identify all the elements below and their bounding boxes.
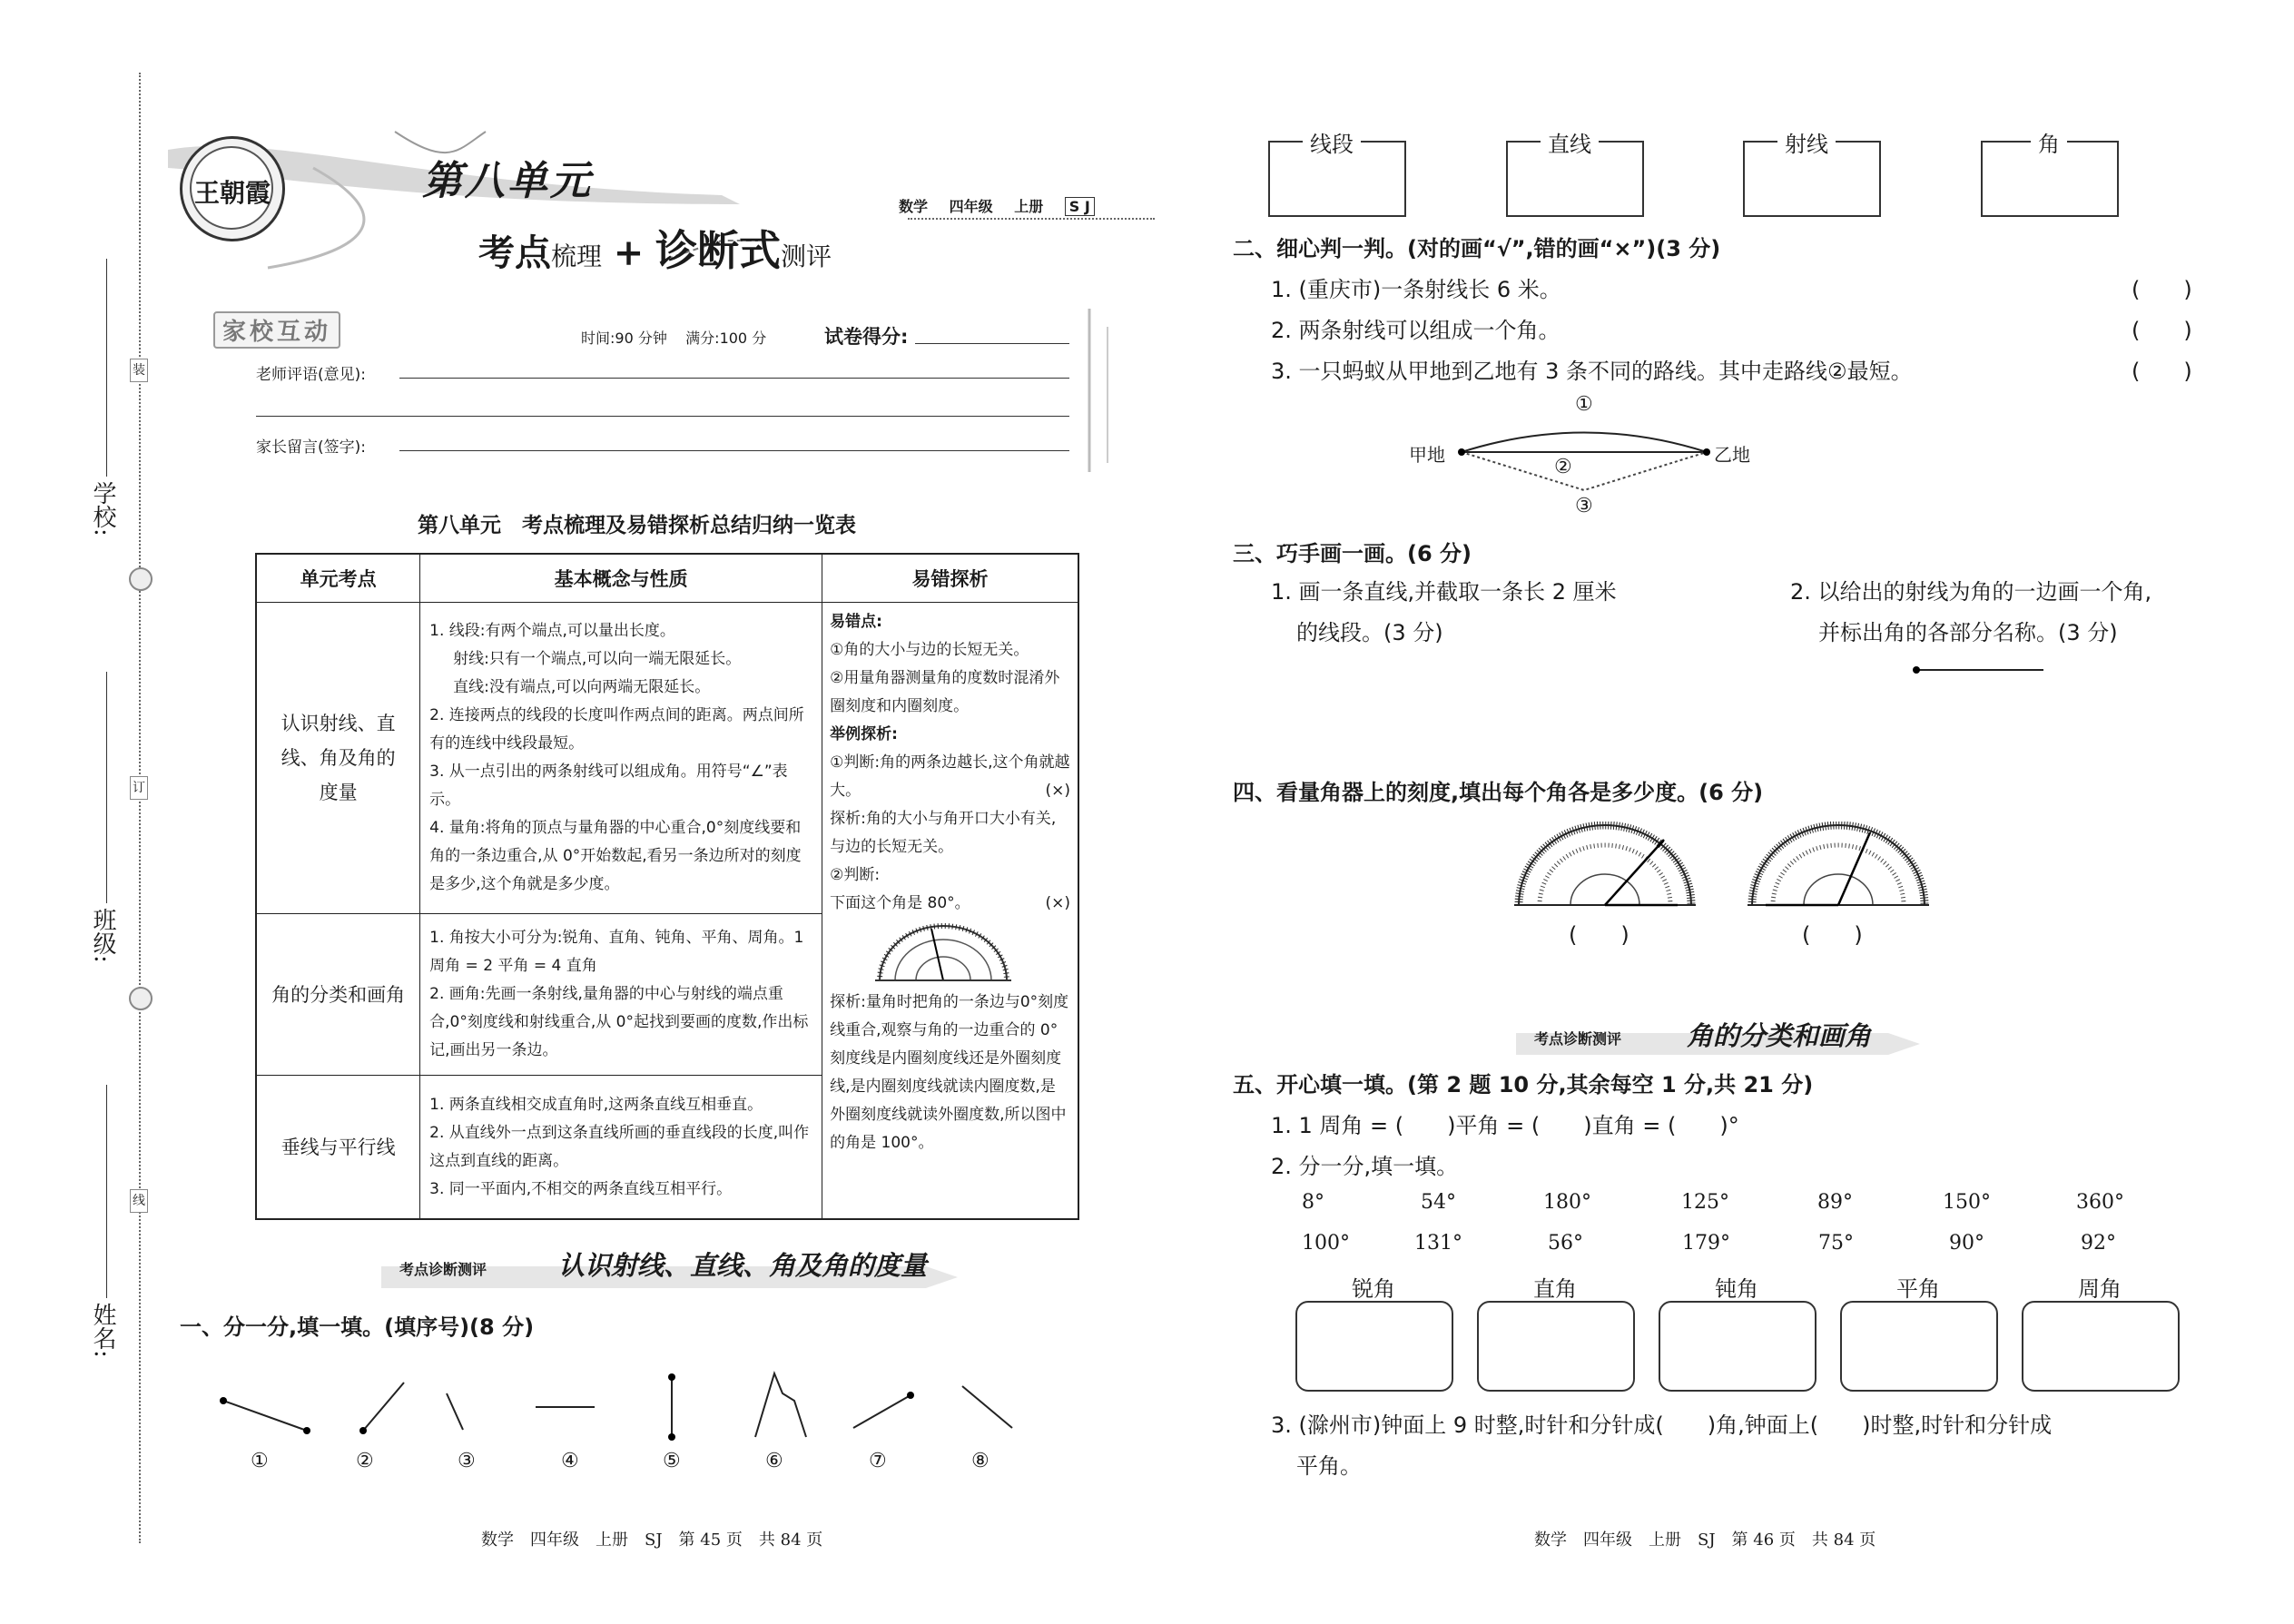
- question-2-title: 二、细心判一判。(对的画“√”,错的画“×”)(3 分): [1233, 236, 1721, 261]
- topic-cell: 角的分类和画角: [256, 914, 420, 1076]
- angle-value: 179°: [1682, 1232, 1730, 1255]
- angle-value: 150°: [1943, 1191, 1991, 1214]
- full-angle-box[interactable]: [2022, 1301, 2180, 1392]
- question-2-item: 3. 一只蚂蚁从甲地到乙地有 3 条不同的路线。其中走路线②最短。: [1271, 359, 1913, 384]
- angle-value: 92°: [2081, 1232, 2116, 1255]
- figure-label: ②: [356, 1450, 374, 1472]
- angle-value: 8°: [1302, 1191, 1324, 1214]
- binding-ring: [129, 987, 153, 1010]
- question-2-item: 2. 两条射线可以组成一个角。: [1271, 318, 1561, 343]
- unit-title: 第八单元: [422, 158, 593, 204]
- category-label: 锐角: [1352, 1276, 1395, 1302]
- answer-paren[interactable]: ( ): [2132, 359, 2192, 384]
- question-3-title: 三、巧手画一画。(6 分): [1233, 541, 1472, 566]
- protractor-small-icon: [875, 921, 1011, 985]
- score-label: 试卷得分:: [824, 326, 909, 348]
- category-label: 平角: [1896, 1276, 1940, 1302]
- place-label: 乙地: [1714, 444, 1750, 466]
- obtuse-angle-box[interactable]: [1659, 1301, 1816, 1392]
- teacher-comment-label: 老师评语(意见):: [256, 366, 366, 384]
- parent-comment-label: 家长留言(签字):: [256, 438, 366, 457]
- category-label: 直角: [1533, 1276, 1577, 1302]
- table-header: 易错探析: [822, 554, 1078, 603]
- angle-value: 90°: [1949, 1232, 1984, 1255]
- binding-ring: [129, 567, 153, 591]
- figure-label: ①: [251, 1450, 269, 1472]
- banner-title: 认识射线、直线、角及角的度量: [558, 1250, 928, 1281]
- question-5-item: 平角。: [1296, 1453, 1362, 1479]
- figure-label: ⑦: [869, 1450, 887, 1472]
- classify-box-label: 直线: [1541, 126, 1599, 158]
- question-3-item: 1. 画一条直线,并截取一条长 2 厘米: [1271, 579, 1617, 605]
- topic-cell: 认识射线、直线、角及角的度量: [256, 603, 420, 914]
- binding-mark: 订: [130, 776, 148, 800]
- angle-value: 360°: [2076, 1191, 2124, 1214]
- acute-angle-box[interactable]: [1295, 1301, 1453, 1392]
- table-row: [256, 603, 1078, 914]
- name-label: 姓名:: [89, 1303, 116, 1358]
- table-header: 单元考点: [256, 554, 420, 603]
- binding-mark: 装: [130, 359, 148, 382]
- binding-mark: 线: [130, 1189, 148, 1213]
- banner-tag: 考点诊断测评: [399, 1261, 487, 1278]
- straight-angle-box[interactable]: [1840, 1301, 1998, 1392]
- summary-table: [255, 553, 1079, 1220]
- banner-tag: 考点诊断测评: [1534, 1030, 1622, 1048]
- parent-comment-line[interactable]: [399, 450, 1069, 451]
- deco-lines: [1071, 300, 1144, 481]
- angle-value: 131°: [1414, 1232, 1462, 1255]
- question-3-item: 并标出角的各部分名称。(3 分): [1818, 620, 2118, 645]
- angle-value: 180°: [1543, 1191, 1591, 1214]
- answer-paren[interactable]: ( ): [2132, 318, 2192, 343]
- question-2-item: 1. (重庆市)一条射线长 6 米。: [1271, 277, 1561, 302]
- category-label: 周角: [2078, 1276, 2122, 1302]
- logo-seal: [180, 136, 285, 241]
- school-label: 学校:: [89, 481, 116, 536]
- angle-value: 100°: [1302, 1232, 1350, 1255]
- angle-value: 125°: [1681, 1191, 1729, 1214]
- route-label: ③: [1575, 495, 1593, 517]
- error-analysis-cell: 易错点: ①角的大小与边的长短无关。 ②用量角器测量角的度数时混淆外圈刻度和内圈刻度。 举例探析: ①判断:角的两条边越长,这个角就越大。 (×) 探析:角的大小与角开口大小有关,与边的长短无关。 ②判断: 下面这个角是 80°。 (×) 探析:量角时把角的一条边与0°刻度线重合,观察与角的一边重合的 0°刻度线是内圈刻度线还是外圈刻度线,是内圈刻度线就读内圈度数,是外圈刻度线就读外圈度数,所以图中的角是 100°。: [822, 603, 1078, 1220]
- header-subtitle: 考点梳理 + 诊断式测评: [478, 226, 832, 275]
- question-3-item: 2. 以给出的射线为角的一边画一个角,: [1790, 579, 2152, 605]
- concept-cell: 1. 两条直线相交成直角时,这两条直线互相垂直。 2. 从直线外一点到这条直线所画的垂直线段的长度,叫作这点到直线的距离。 3. 同一平面内,不相交的两条直线互相平行。: [420, 1076, 822, 1220]
- question-5-item: 2. 分一分,填一填。: [1271, 1154, 1459, 1179]
- figure-label: ③: [458, 1450, 476, 1472]
- summary-title: 第八单元 考点梳理及易错探析总结归纳一览表: [418, 514, 856, 537]
- route-label: ①: [1575, 393, 1593, 416]
- classify-box-label: 线段: [1303, 126, 1361, 158]
- tags-divider: [908, 218, 1155, 220]
- page-footer-left: 数学 四年级 上册 SJ 第 45 页 共 84 页: [481, 1530, 823, 1550]
- classify-box-label: 角: [2031, 126, 2067, 158]
- figure-label: ⑧: [971, 1450, 989, 1472]
- binding-line: [139, 73, 141, 1543]
- class-label: 班级:: [89, 908, 116, 963]
- figure-label: ⑥: [765, 1450, 783, 1472]
- page-footer-right: 数学 四年级 上册 SJ 第 46 页 共 84 页: [1534, 1530, 1876, 1550]
- home-school-badge: 家校互动: [213, 311, 340, 349]
- category-label: 钝角: [1715, 1276, 1758, 1302]
- figure-label: ④: [561, 1450, 579, 1472]
- topic-cell: 垂线与平行线: [256, 1076, 420, 1220]
- question-5-item: 3. (滁州市)钟面上 9 时整,时针和分针成( )角,钟面上( )时整,时针和分针成: [1271, 1412, 2053, 1438]
- question-5-title: 五、开心填一填。(第 2 题 10 分,其余每空 1 分,共 21 分): [1233, 1072, 1814, 1097]
- concept-cell: 1. 线段:有两个端点,可以量出长度。 射线:只有一个端点,可以向一端无限延长。 直线:没有端点,可以向两端无限延长。 2. 连接两点的线段的长度叫作两点间的距离。两点间所有的连线中线段最短。 3. 从一点引出的两条射线可以组成角。用符号“∠”表示。 4. 量角:将角的顶点与量角器的中心重合,0°刻度线要和角的一条边重合,从 0°开始数起,看另一条边所对的刻度是多少,这个角就是多少度。: [420, 603, 822, 914]
- teacher-comment-line[interactable]: [256, 416, 1069, 417]
- answer-paren[interactable]: ( ): [2132, 277, 2192, 302]
- answer-paren[interactable]: ( ): [1802, 922, 1863, 948]
- concept-cell: 1. 角按大小可分为:锐角、直角、钝角、平角、周角。1 周角 = 2 平角 = 4 直角 2. 画角:先画一条射线,量角器的中心与射线的端点重合,0°刻度线和射线重合,从 0°起找到要画的度数,作出标记,画出另一条边。: [420, 914, 822, 1076]
- teacher-comment-line[interactable]: [399, 378, 1069, 379]
- logo-text: 王朝霞: [193, 178, 271, 208]
- banner-title: 角的分类和画角: [1687, 1020, 1872, 1051]
- question-5-item: 1. 1 周角 = ( )平角 = ( )直角 = ( )°: [1271, 1113, 1739, 1138]
- place-label: 甲地: [1409, 444, 1445, 466]
- book-tags: 数学 四年级 上册 S J: [899, 195, 1095, 216]
- name-blank[interactable]: [106, 1085, 107, 1298]
- class-blank[interactable]: [106, 672, 107, 903]
- angle-value: 54°: [1421, 1191, 1456, 1214]
- question-4-title: 四、看量角器上的刻度,填出每个角各是多少度。(6 分): [1233, 780, 1764, 805]
- angle-value: 75°: [1818, 1232, 1854, 1255]
- figure-label: ⑤: [663, 1450, 681, 1472]
- angle-value: 89°: [1817, 1191, 1853, 1214]
- table-header-row: [256, 554, 1078, 603]
- time-info: 时间:90 分钟 满分:100 分: [581, 330, 767, 347]
- given-ray: [1911, 661, 2047, 679]
- classify-box-label: 射线: [1777, 126, 1836, 158]
- protractor-2-icon: [1748, 822, 1929, 912]
- right-angle-box[interactable]: [1477, 1301, 1635, 1392]
- protractor-1-icon: [1514, 822, 1696, 912]
- table-header: 基本概念与性质: [420, 554, 822, 603]
- route-label: ②: [1554, 456, 1572, 478]
- school-blank[interactable]: [106, 259, 107, 477]
- score-blank[interactable]: [915, 343, 1069, 344]
- question-3-item: 的线段。(3 分): [1296, 620, 1443, 645]
- angle-value: 56°: [1548, 1232, 1583, 1255]
- q1-figures: [200, 1357, 1035, 1475]
- answer-paren[interactable]: ( ): [1569, 922, 1629, 948]
- question-1-title: 一、分一分,填一填。(填序号)(8 分): [180, 1314, 535, 1340]
